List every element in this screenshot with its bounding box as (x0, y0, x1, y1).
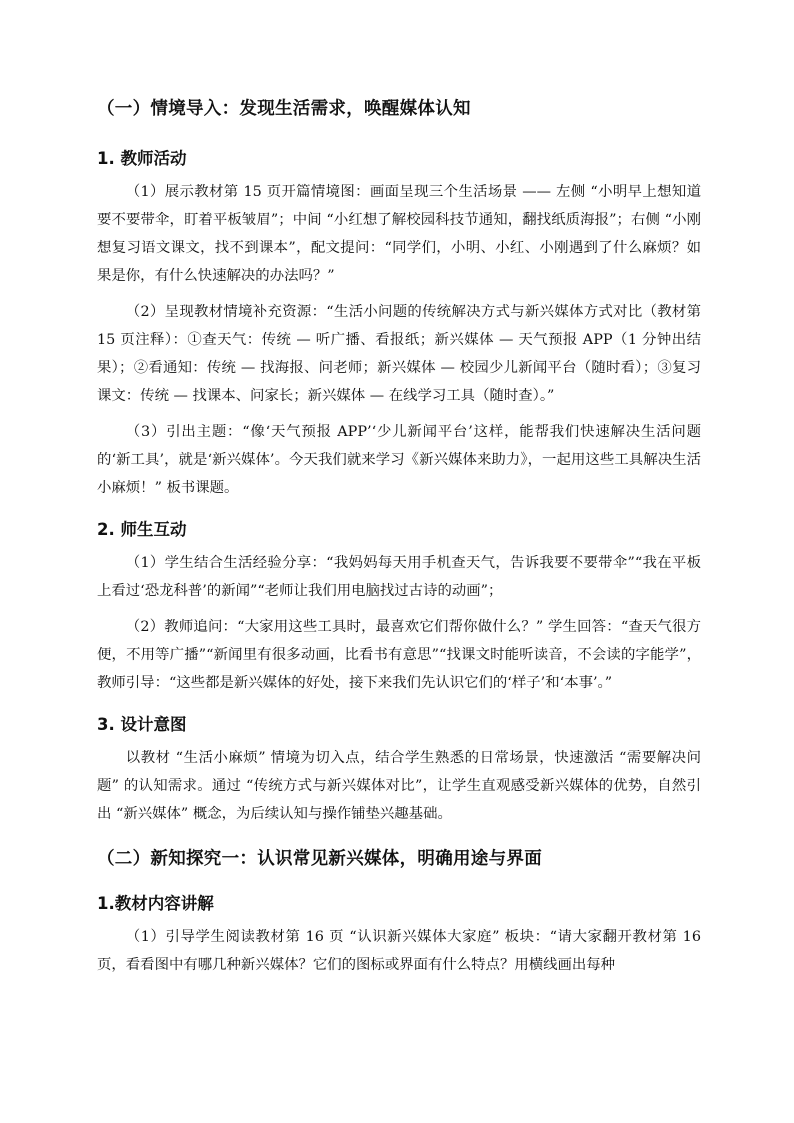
subsection-title: 2. 师生互动 (97, 520, 187, 539)
section-title: （一）情境导入：发现生活需求，唤醒媒体认知 (97, 99, 471, 119)
paragraph: （1）学生结合生活经验分享：“我妈妈每天用手机查天气，告诉我要不要带伞”“我在平板上看过‘恐龙科普’的新闻”“老师让我们用电脑找过古诗的动画”； (97, 555, 701, 599)
paragraph: （1）展示教材第 15 页开篇情境图：画面呈现三个生活场景 —— 左侧 “小明早上想知道要不要带伞，盯着平板皱眉”；中间 “小红想了解校园科技节通知，翻找纸质海报”；右侧 “小刚想复习语文课文，找不到课本”，配文提问：“同学们，小明、小红、小刚遇到了什么麻烦？如果是你，有什么快速解决的办法吗？” (97, 184, 701, 284)
subsection-title: 3. 设计意图 (97, 715, 187, 734)
paragraph: （1）引导学生阅读教材第 16 页 “认识新兴媒体大家庭” 板块：“请大家翻开教材第 16 页，看看图中有哪几种新兴媒体？它们的图标或界面有什么特点？用横线画出每种 (97, 929, 701, 973)
subsection-title: 1.教材内容讲解 (97, 894, 214, 913)
document-body (97, 86, 701, 979)
paragraph: （3）引出主题：“像‘天气预报 APP’‘少儿新闻平台’这样，能帮我们快速解决生活问题的‘新工具’，就是‘新兴媒体’。今天我们就来学习《新兴媒体来助力》，一起用这些工具解决生活小麻烦！” 板书课题。 (97, 424, 701, 496)
subsection-title: 1. 教师活动 (97, 149, 187, 168)
paragraph: 以教材 “生活小麻烦” 情境为切入点，结合学生熟悉的日常场景，快速激活 “需要解决问题” 的认知需求。通过 “传统方式与新兴媒体对比”，让学生直观感受新兴媒体的优势，自然引出 “新兴媒体” 概念，为后续认知与操作铺垫兴趣基础。 (97, 750, 701, 822)
section-title: （二）新知探究一：认识常见新兴媒体，明确用途与界面 (97, 849, 542, 869)
paragraph: （2）教师追问：“大家用这些工具时，最喜欢它们帮你做什么？” 学生回答：“查天气很方便，不用等广播”“新闻里有很多动画，比看书有意思”“找课文时能听读音，不会读的字能学”，教师引导：“这些都是新兴媒体的好处，接下来我们先认识它们的‘样子’和‘本事’。” (97, 619, 701, 691)
paragraph: （2）呈现教材情境补充资源：“生活小问题的传统解决方式与新兴媒体方式对比（教材第 15 页注释）：①查天气：传统 — 听广播、看报纸；新兴媒体 — 天气预报 APP（1 分钟出结果）；②看通知：传统 — 找海报、问老师；新兴媒体 — 校园少儿新闻平台（随时看）；③复习课文：传统 — 找课本、问家长；新兴媒体 — 在线学习工具（随时查）。” (97, 304, 701, 404)
